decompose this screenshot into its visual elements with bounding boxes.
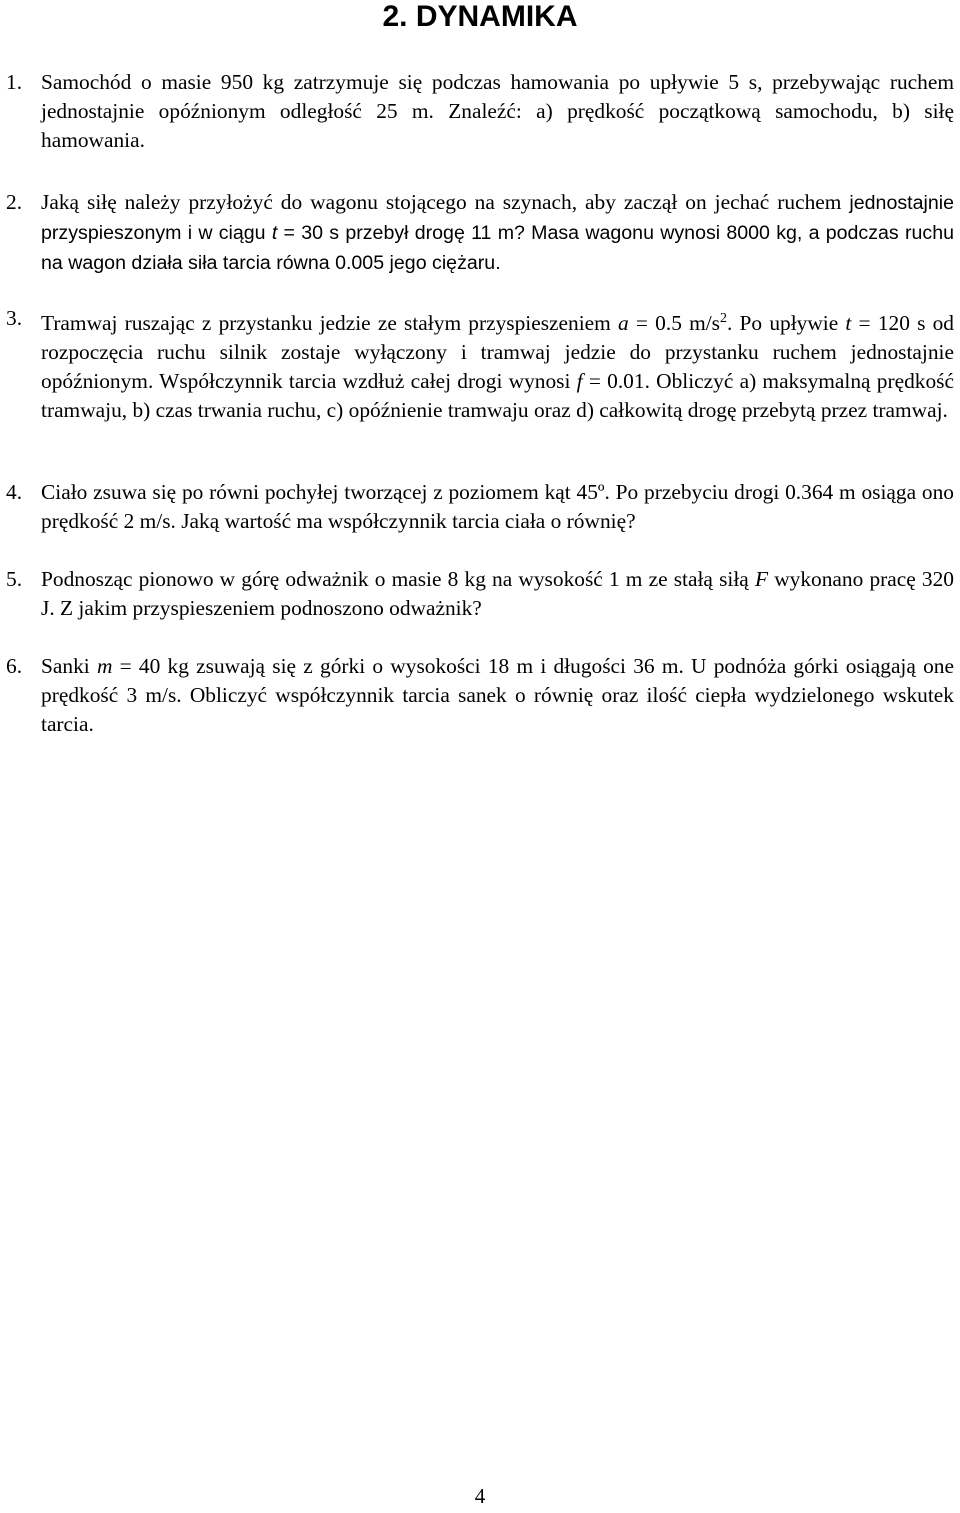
- problem-number: 3.: [6, 306, 23, 330]
- variable-f: f: [576, 369, 583, 394]
- problem-text-part: = 30 s przebył drogę 11 m? Masa wagonu wynosi 8000 kg, a podczas ruchu na wagon działa siła tarcia równa 0.005 jego ciężaru.: [41, 222, 954, 274]
- variable-a: a: [618, 311, 629, 336]
- problem-text: [41, 304, 954, 425]
- problem-number: 1.: [6, 70, 23, 94]
- variable-F: F: [754, 567, 769, 591]
- problem-text-part: = 40 kg zsuwają się z górki o wysokości 18 m i długości 36 m. U podnóża górki osiągają one prędkość 3 m/s. Obliczyć współczynnik tarcia sanek o równię oraz ilość ciepła wydzielonego wskutek tarcia.: [41, 654, 954, 736]
- problem-number: 5.: [6, 567, 23, 591]
- problem-text-part: . Po upływie: [727, 311, 846, 336]
- problem-text-part: = 0.01. Obliczyć a) maksymalną prędkość tramwaju, b) czas trwania ruchu, c) opóźnienie tramwaju oraz d) całkowitą drogę przebytą przez tramwaj.: [41, 369, 954, 423]
- problem-text: [41, 188, 954, 278]
- problem-text-part: Tramwaj ruszając z przystanku jedzie ze stałym przyspieszeniem: [41, 311, 619, 336]
- variable-t: t: [271, 222, 278, 244]
- problem-text-part: Jaką siłę należy przyłożyć do wagonu stojącego na szynach, aby zaczął on jechać ruchem: [41, 190, 850, 214]
- problem-text-part: = 0.5 m/s: [628, 311, 720, 336]
- problem-number: 2.: [6, 190, 23, 214]
- variable-t: t: [845, 311, 852, 336]
- problem-text: [41, 565, 954, 623]
- problem-text-part: = 120 s od rozpoczęcia ruchu silnik zostaje wyłączony i tramwaj jedzie do przystanku ruchem jednostajnie opóźnionym. Współczynnik tarcia wzdłuż całej drogi wynosi: [41, 311, 954, 394]
- problem-number: 6.: [6, 654, 23, 678]
- problem-text-part: Podnosząc pionowo w górę odważnik o masie 8 kg na wysokość 1 m ze stałą siłą: [41, 567, 755, 591]
- variable-m: m: [96, 654, 113, 678]
- problem-number: 4.: [6, 480, 23, 504]
- problem-text-part: jednostajnie przyspieszonym i w ciągu: [41, 192, 954, 244]
- exponent: 2: [720, 311, 727, 326]
- page-number: 4: [474, 1484, 486, 1508]
- problem-text: Ciało zsuwa się po równi pochyłej tworzącej z poziomem kąt 45º. Po przebyciu drogi 0.364 m osiąga ono prędkość 2 m/s. Jaką wartość ma współczynnik tarcia ciała o równię?: [41, 480, 954, 533]
- page-title: 2. DYNAMIKA: [382, 0, 578, 33]
- problem-text-part: Sanki: [41, 654, 97, 678]
- problem-text: [41, 652, 954, 739]
- problem-text: Samochód o masie 950 kg zatrzymuje się podczas hamowania po upływie 5 s, przebywając ruchem jednostajnie opóźnionym odległość 25 m. Znaleźć: a) prędkość początkową samochodu, b) siłę hamowania.: [41, 70, 954, 152]
- problem-text-part: wykonano pracę 320 J. Z jakim przyspieszeniem podnoszono odważnik?: [41, 567, 955, 620]
